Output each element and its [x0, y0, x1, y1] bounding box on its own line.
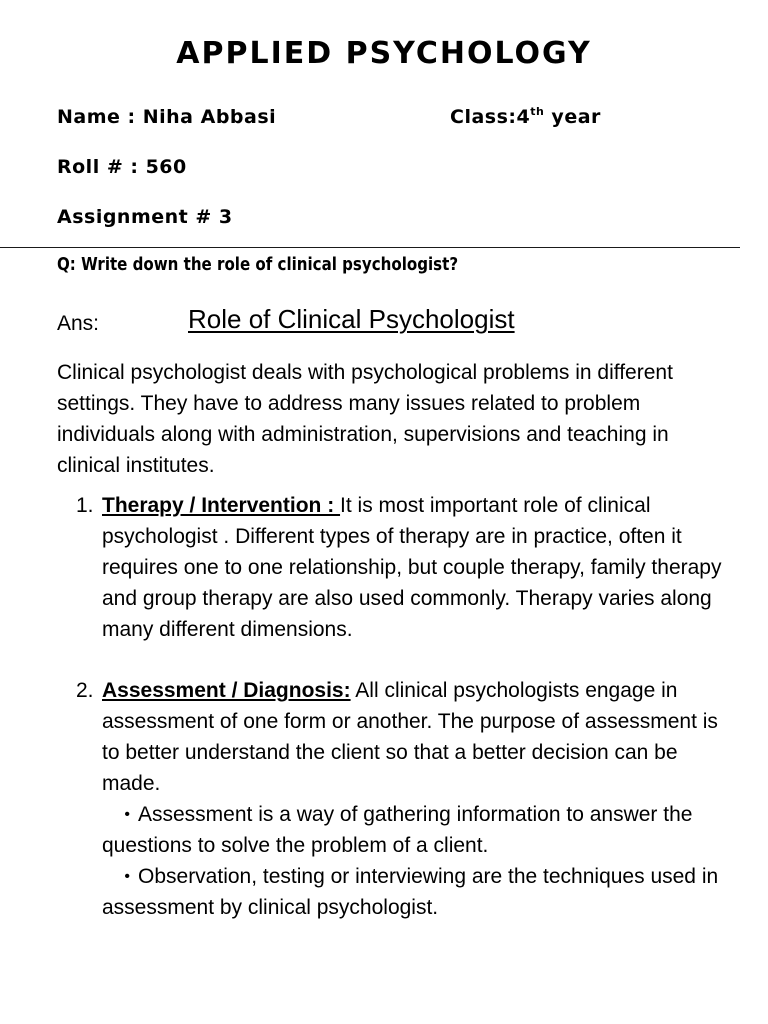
class-info — [450, 106, 601, 128]
student-name: Name : Niha Abbasi — [57, 106, 277, 128]
list-number: 1. — [76, 494, 94, 517]
bullet-list — [57, 799, 727, 923]
bullet-item — [57, 799, 727, 861]
list-item-term: Therapy / Intervention : — [102, 494, 341, 517]
list-item-body — [57, 675, 727, 799]
list-item-body — [57, 490, 727, 645]
class-prefix: Class:4 — [450, 106, 531, 128]
horizontal-divider — [0, 247, 740, 248]
list-item — [57, 675, 727, 923]
document-title: APPLIED PSYCHOLOGY — [176, 36, 592, 71]
class-superscript: th — [530, 105, 545, 118]
roll-number: Roll # : 560 — [57, 156, 187, 178]
list-item-term: Assessment / Diagnosis: — [102, 679, 351, 702]
list-number: 2. — [76, 679, 94, 702]
bullet-icon: • — [124, 806, 130, 823]
bullet-icon: • — [124, 868, 130, 885]
list-item-text: It is most important role of clinical psychologist . Different types of therapy are in practice, often it requires one to one relationship, but couple therapy, family therapy and group therapy are also used commonly. Therapy varies along many different dimensions. — [102, 494, 722, 641]
list-item-text: All clinical psychologists engage in assessment of one form or another. The purpose of assessment is to better understand the client so that a better decision can be made. — [102, 679, 718, 795]
bullet-text: Assessment is a way of gathering information to answer the questions to solve the problem of a client. — [102, 803, 693, 857]
assignment-number: Assignment # 3 — [57, 206, 233, 228]
answer-label: Ans: — [57, 312, 100, 335]
bullet-text: Observation, testing or interviewing are the techniques used in assessment by clinical psychologist. — [102, 865, 719, 919]
bullet-item — [57, 861, 727, 923]
question-text: Q: Write down the role of clinical psychologist? — [57, 254, 459, 275]
intro-paragraph: Clinical psychologist deals with psychological problems in different settings. They have to address many issues related to problem individuals along with administration, supervisions and teaching in clinical institutes. — [57, 361, 673, 477]
section-title: Role of Clinical Psychologist — [188, 304, 515, 334]
class-suffix: year — [544, 106, 601, 128]
list-item — [57, 490, 727, 645]
